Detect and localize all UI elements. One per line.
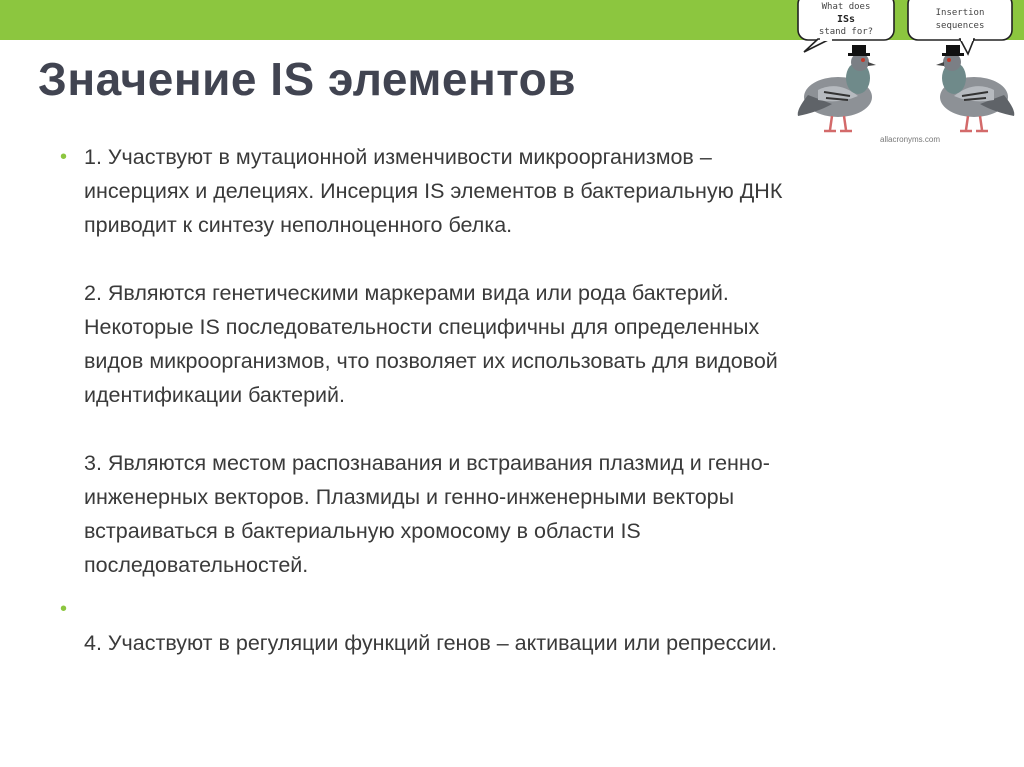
point-3-line-1: 3. Являются местом распознавания и встраивания плазмид и генно- (84, 451, 770, 475)
bullet-item-1 (60, 140, 960, 582)
point-2-line-1: 2. Являются генетическими маркерами вида или рода бактерий. (84, 281, 729, 305)
point-1 (84, 140, 960, 242)
bubble-left-line-3: stand for? (818, 27, 874, 37)
point-3-line-4: последовательностей. (84, 553, 309, 577)
point-1-line-3: приводит к синтезу неполноценного белка. (84, 213, 513, 237)
pigeons-illustration (788, 0, 1024, 150)
point-3-line-3: встраиваться в бактериальную хромосому в области IS (84, 519, 641, 543)
point-1-line-2: инсерциях и делециях. Инсерция IS элементов в бактериальную ДНК (84, 179, 783, 203)
slide-body (60, 140, 960, 660)
point-2-line-2: Некоторые IS последовательности специфичны для определенных (84, 315, 760, 339)
point-3 (84, 446, 960, 582)
bubble-right-line-2: sequences (935, 21, 985, 31)
point-2 (84, 276, 960, 412)
watermark-text: allacronyms.com (880, 135, 941, 144)
bullet-marker: • (60, 598, 68, 620)
bubble-left-line-2: ISs (836, 14, 856, 25)
bullet-marker: • (60, 146, 68, 168)
slide-title: Значение IS элементов (38, 53, 577, 105)
point-2-line-4: идентификации бактерий. (84, 383, 346, 407)
point-1-line-1: 1. Участвуют в мутационной изменчивости микроорганизмов – (84, 145, 712, 169)
pigeon-right (936, 45, 1014, 131)
pigeon-left (798, 45, 876, 131)
point-4-line-1: 4. Участвуют в регуляции функций генов – активации или репрессии. (84, 631, 778, 655)
bubble-left-line-1: What does (821, 2, 871, 12)
point-3-line-2: инженерных векторов. Плазмиды и генно-инженерными векторы (84, 485, 735, 509)
point-4 (84, 626, 960, 660)
point-2-line-3: видов микроорганизмов, что позволяет их использовать для видовой (84, 349, 778, 373)
speech-bubble-left (798, 0, 894, 52)
bubble-right-line-1: Insertion (935, 8, 985, 18)
bullet-item-2 (60, 592, 960, 660)
